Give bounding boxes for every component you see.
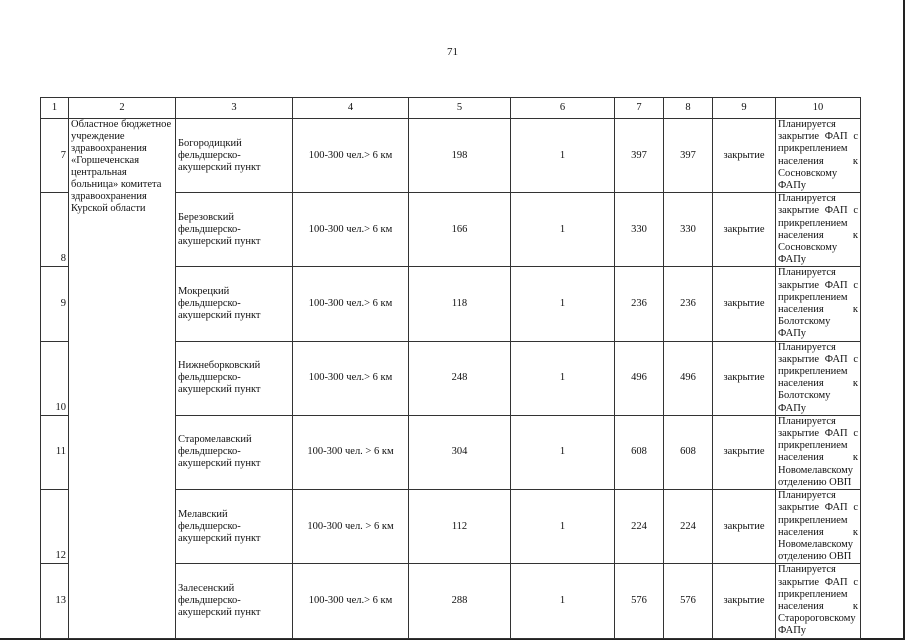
header-cell: 7: [615, 98, 664, 119]
facility-name: Мелавский фельдшерско-акушерский пункт: [176, 490, 293, 564]
organization-cell: Областное бюджетное учреждение здравоохранения «Горшеченская центральная больница» комитета здравоохранения Курской области: [69, 119, 176, 639]
table-row: [41, 119, 861, 193]
value-col5: 112: [409, 490, 511, 564]
value-col5: 118: [409, 267, 511, 341]
note-cell: Планируется закрытие ФАП с прикреплением населения к Новомелавскому отделению ОВП: [776, 415, 861, 489]
value-col7: 576: [615, 564, 664, 638]
value-col7: 608: [615, 415, 664, 489]
action-cell: закрытие: [713, 267, 776, 341]
distance-cell: 100-300 чел.> 6 км: [293, 267, 409, 341]
action-cell: закрытие: [713, 564, 776, 638]
value-col6: 1: [511, 341, 615, 415]
facility-name: Залесенский фельдшерско-акушерский пункт: [176, 564, 293, 638]
note-cell: Планируется закрытие ФАП с прикреплением населения к Новомелавскому отделению ОВП: [776, 490, 861, 564]
note-cell: Планируется закрытие ФАП с прикреплением населения к Сосновскому ФАПу: [776, 119, 861, 193]
header-cell: 4: [293, 98, 409, 119]
header-cell: 3: [176, 98, 293, 119]
value-col6: 1: [511, 267, 615, 341]
row-number: 8: [41, 193, 69, 267]
row-number: 12: [41, 490, 69, 564]
value-col8: 496: [664, 341, 713, 415]
distance-cell: 100-300 чел. > 6 км: [293, 415, 409, 489]
note-cell: Планируется закрытие ФАП с прикреплением населения к Старороговскому ФАПу: [776, 564, 861, 638]
value-col5: 166: [409, 193, 511, 267]
value-col5: 248: [409, 341, 511, 415]
value-col7: 224: [615, 490, 664, 564]
distance-cell: 100-300 чел.> 6 км: [293, 564, 409, 638]
action-cell: закрытие: [713, 490, 776, 564]
row-number: 9: [41, 267, 69, 341]
action-cell: закрытие: [713, 415, 776, 489]
distance-cell: 100-300 чел.> 6 км: [293, 193, 409, 267]
value-col7: 330: [615, 193, 664, 267]
note-cell: Планируется закрытие ФАП с прикреплением населения к Болотскому ФАПу: [776, 267, 861, 341]
row-number: 7: [41, 119, 69, 193]
note-cell: Планируется закрытие ФАП с прикреплением населения к Болотскому ФАПу: [776, 341, 861, 415]
value-col8: 608: [664, 415, 713, 489]
value-col8: 330: [664, 193, 713, 267]
distance-cell: 100-300 чел. > 6 км: [293, 490, 409, 564]
facility-name: Нижнеборковский фельдшерско-акушерский пункт: [176, 341, 293, 415]
action-cell: закрытие: [713, 193, 776, 267]
value-col6: 1: [511, 490, 615, 564]
distance-cell: 100-300 чел.> 6 км: [293, 119, 409, 193]
header-cell: 2: [69, 98, 176, 119]
value-col5: 198: [409, 119, 511, 193]
facility-name: Старомелавский фельдшерско-акушерский пункт: [176, 415, 293, 489]
header-cell: 6: [511, 98, 615, 119]
header-cell: 1: [41, 98, 69, 119]
value-col5: 304: [409, 415, 511, 489]
value-col8: 236: [664, 267, 713, 341]
note-cell: Планируется закрытие ФАП с прикреплением населения к Сосновскому ФАПу: [776, 193, 861, 267]
value-col6: 1: [511, 193, 615, 267]
distance-cell: 100-300 чел.> 6 км: [293, 341, 409, 415]
row-number: 13: [41, 564, 69, 638]
header-cell: 8: [664, 98, 713, 119]
header-cell: 5: [409, 98, 511, 119]
facility-name: Березовский фельдшерско-акушерский пункт: [176, 193, 293, 267]
value-col8: 224: [664, 490, 713, 564]
value-col6: 1: [511, 564, 615, 638]
value-col6: 1: [511, 119, 615, 193]
header-row: [41, 98, 861, 119]
action-cell: закрытие: [713, 341, 776, 415]
action-cell: закрытие: [713, 119, 776, 193]
row-number: 11: [41, 415, 69, 489]
header-cell: 9: [713, 98, 776, 119]
value-col8: 397: [664, 119, 713, 193]
facility-name: Богородицкий фельдшерско-акушерский пункт: [176, 119, 293, 193]
header-cell: 10: [776, 98, 861, 119]
page-number: 71: [447, 46, 458, 58]
value-col7: 236: [615, 267, 664, 341]
value-col7: 496: [615, 341, 664, 415]
facilities-table: [40, 97, 861, 639]
value-col8: 576: [664, 564, 713, 638]
facility-name: Мокрецкий фельдшерско-акушерский пункт: [176, 267, 293, 341]
value-col7: 397: [615, 119, 664, 193]
row-number: 10: [41, 341, 69, 415]
value-col5: 288: [409, 564, 511, 638]
value-col6: 1: [511, 415, 615, 489]
